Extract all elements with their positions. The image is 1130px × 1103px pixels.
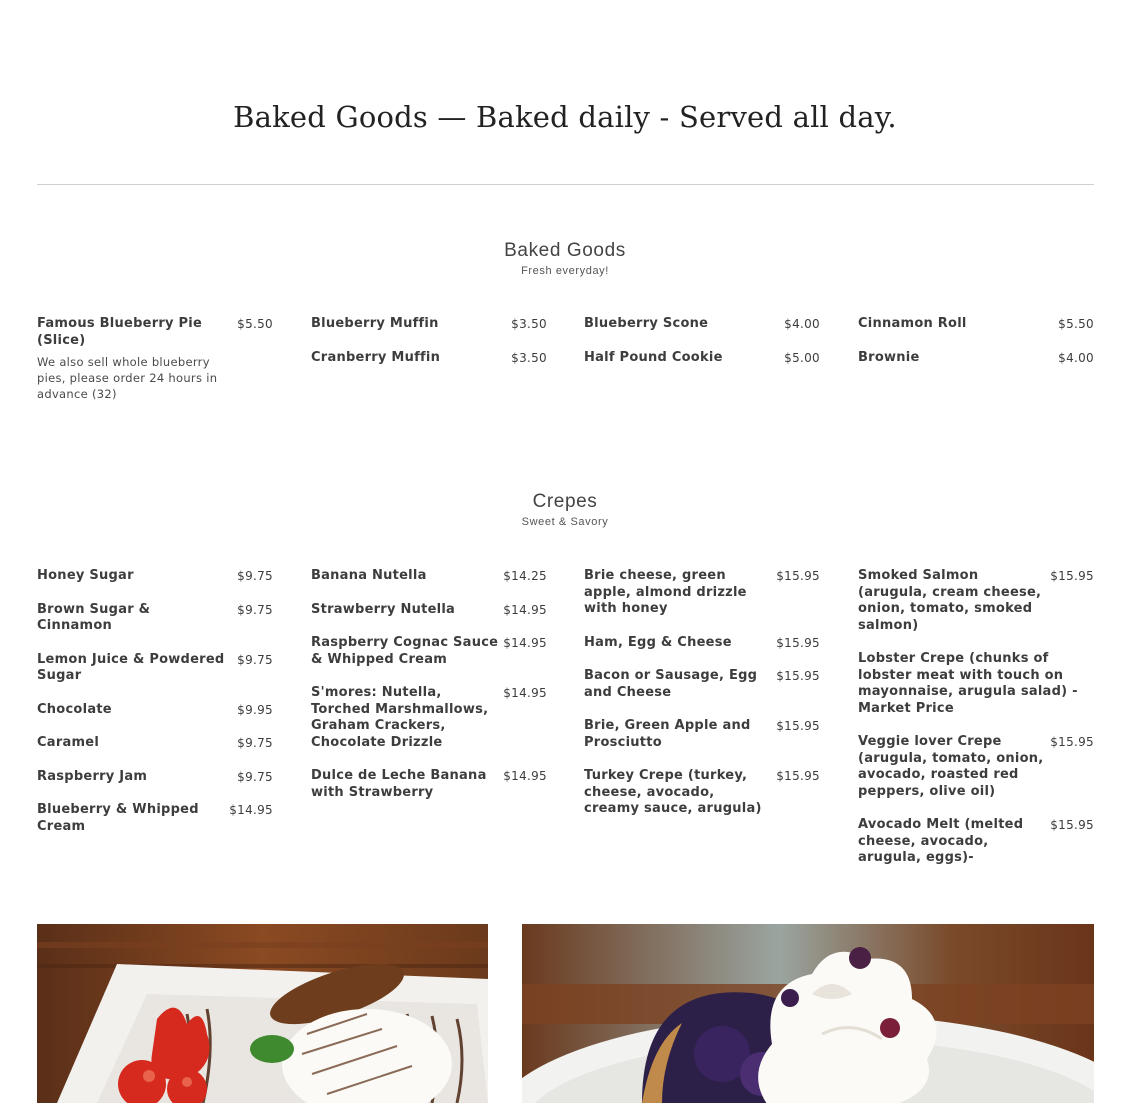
menu-item: [858, 350, 1094, 367]
menu-item-price: $9.75: [237, 569, 273, 583]
menu-item-name: Half Pound Cookie: [584, 349, 723, 365]
menu-item-price: $9.75: [237, 736, 273, 750]
menu-item-name: Lobster Crepe (chunks of lobster meat with touch on mayonnaise, arugula salad) - Market Price: [858, 651, 1078, 716]
menu-item-price: $5.00: [784, 350, 820, 365]
section-subtitle: Sweet & Savory: [521, 516, 609, 528]
menu-column: [858, 316, 1094, 383]
menu-item: [584, 768, 820, 818]
menu-item-price: $9.75: [237, 769, 273, 784]
menu-item-price: $9.75: [237, 602, 273, 617]
menu-item: [584, 635, 820, 652]
menu-item-price: $14.95: [503, 686, 547, 700]
menu-item-name: Turkey Crepe (turkey, cheese, avocado, creamy sauce, arugula): [584, 768, 762, 816]
section-header-crepes: [0, 491, 1130, 528]
menu-item-name: Brie, Green Apple and Prosciutto: [584, 718, 751, 750]
menu-item: [311, 685, 547, 751]
menu-item: [584, 568, 820, 618]
menu-item-price: $15.95: [776, 569, 820, 583]
section-subtitle: Fresh everyday!: [521, 265, 609, 277]
menu-item-price: $15.95: [776, 635, 820, 650]
menu-item-name: S'mores: Nutella, Torched Marshmallows, Graham Crackers, Chocolate Drizzle: [311, 685, 489, 750]
menu-item: [311, 635, 547, 668]
menu-item-price: $14.25: [503, 569, 547, 583]
menu-item: [311, 350, 547, 367]
menu-item-price: $15.95: [1050, 818, 1094, 832]
menu-item-name: Cinnamon Roll: [858, 316, 967, 331]
menu-item: [858, 734, 1094, 800]
menu-item: [311, 568, 547, 585]
menu-item: [311, 316, 547, 333]
menu-item-price: $4.00: [1058, 350, 1094, 365]
menu-item: [858, 316, 1094, 333]
menu-item-name: Brownie: [858, 349, 920, 365]
menu-item-price: $14.95: [503, 769, 547, 783]
divider: [37, 184, 1094, 185]
menu-item-price: $3.50: [511, 350, 547, 365]
strawberry-crepe-photo: [37, 924, 488, 1103]
section-title: Baked Goods: [504, 240, 626, 261]
menu-column: [37, 316, 273, 419]
menu-item-price: $15.95: [776, 719, 820, 733]
menu-column: [584, 568, 820, 835]
menu-item: [584, 718, 820, 751]
menu-item: [311, 602, 547, 619]
menu-item-price: $15.95: [776, 769, 820, 783]
menu-item-price: $4.00: [784, 317, 820, 331]
menu-item: [37, 316, 273, 402]
menu-item-name: Chocolate: [37, 701, 112, 717]
page-title: Baked Goods — Baked daily - Served all day.: [233, 100, 897, 134]
blueberry-pie-photo: [522, 924, 1094, 1103]
menu-item-name: Lemon Juice & Powdered Sugar: [37, 651, 225, 683]
menu-item: [37, 602, 273, 635]
menu-item: [37, 568, 273, 585]
menu-item-name: Blueberry & Whipped Cream: [37, 802, 199, 834]
menu-item: [37, 735, 273, 752]
menu-item-price: $5.50: [1058, 317, 1094, 331]
menu-item: [37, 769, 273, 786]
menu-item-description: We also sell whole blueberry pies, please order 24 hours in advance (32): [37, 355, 218, 401]
menu-item-price: $9.95: [237, 702, 273, 717]
menu-item: [858, 651, 1094, 717]
menu-item: [858, 817, 1094, 867]
menu-item-name: Banana Nutella: [311, 568, 427, 583]
menu-item-price: $5.50: [237, 317, 273, 331]
menu-item: [584, 316, 820, 333]
menu-item: [311, 768, 547, 801]
menu-item-name: Brown Sugar & Cinnamon: [37, 601, 151, 633]
menu-item: [37, 802, 273, 835]
menu-item-price: $14.95: [503, 636, 547, 650]
menu-item: [584, 350, 820, 367]
menu-item-name: Raspberry Jam: [37, 768, 148, 784]
menu-item-name: Bacon or Sausage, Egg and Cheese: [584, 668, 758, 700]
menu-item-name: Caramel: [37, 735, 100, 750]
menu-item-name: Brie cheese, green apple, almond drizzle with honey: [584, 568, 747, 616]
section-title: Crepes: [532, 491, 598, 512]
menu-item-name: Veggie lover Crepe (arugula, tomato, onion, avocado, roasted red peppers, olive oil): [858, 734, 1044, 799]
menu-item-name: Blueberry Muffin: [311, 316, 439, 331]
menu-column: [37, 568, 273, 852]
menu-item: [858, 568, 1094, 634]
menu-item-name: Dulce de Leche Banana with Strawberry: [311, 768, 487, 800]
menu-item: [37, 652, 273, 685]
menu-item-name: Honey Sugar: [37, 568, 134, 583]
menu-item-name: Blueberry Scone: [584, 316, 709, 331]
menu-column: [311, 568, 547, 818]
menu-item-name: Ham, Egg & Cheese: [584, 634, 732, 650]
menu-item-name: Avocado Melt (melted cheese, avocado, arugula, eggs)-: [858, 817, 1024, 865]
menu-item: [37, 702, 273, 719]
menu-item-name: Famous Blueberry Pie (Slice): [37, 316, 203, 348]
menu-item-price: $15.95: [1050, 569, 1094, 583]
menu-item-name: Cranberry Muffin: [311, 349, 441, 365]
menu-item: [584, 668, 820, 701]
menu-column: [858, 568, 1094, 884]
menu-item-name: Raspberry Cognac Sauce & Whipped Cream: [311, 635, 499, 667]
menu-column: [311, 316, 547, 383]
menu-item-price: $14.95: [503, 602, 547, 617]
menu-item-price: $3.50: [511, 317, 547, 331]
menu-item-name: Strawberry Nutella: [311, 601, 456, 617]
menu-item-price: $9.75: [237, 652, 273, 667]
menu-column: [584, 316, 820, 383]
menu-item-price: $14.95: [229, 803, 273, 817]
menu-item-price: $15.95: [1050, 735, 1094, 749]
menu-item-name: Smoked Salmon (arugula, cream cheese, onion, tomato, smoked salmon): [858, 568, 1042, 633]
section-header-baked-goods: [0, 240, 1130, 277]
menu-item-price: $15.95: [776, 669, 820, 683]
